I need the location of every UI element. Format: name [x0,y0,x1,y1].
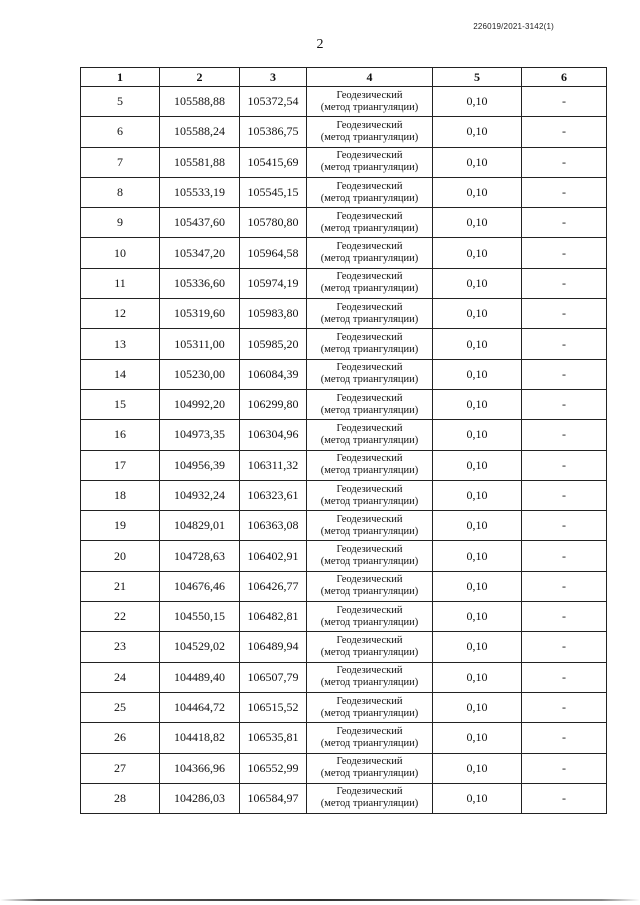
coordinate-x: 104992,20 [160,389,240,419]
method-detail: (метод триангуляции) [320,768,419,780]
page-number: 2 [316,37,324,52]
method-cell [307,511,433,541]
coordinate-x: 105588,24 [160,117,240,147]
method-name: Геодезический [336,453,403,465]
accuracy-value: 0,10 [433,692,522,722]
coordinate-x: 104676,46 [160,571,240,601]
accuracy-value: 0,10 [433,87,522,117]
accuracy-value: 0,10 [433,602,522,632]
method-cell [307,723,433,753]
accuracy-value: 0,10 [433,147,522,177]
table-row [81,389,607,419]
coordinate-y: 106552,99 [240,753,307,783]
method-detail: (метод триангуляции) [320,283,419,295]
method-name: Геодезический [336,483,403,495]
coordinate-y: 106323,61 [240,480,307,510]
method-name: Геодезический [336,513,403,525]
table-row [81,268,607,298]
coordinate-x: 104529,02 [160,632,240,662]
column-6-value: - [522,147,607,177]
table-header-row [81,68,607,87]
accuracy-value: 0,10 [433,511,522,541]
table-row [81,602,607,632]
table-row [81,117,607,147]
method-cell [307,420,433,450]
accuracy-value: 0,10 [433,329,522,359]
method-detail: (метод триангуляции) [320,798,419,810]
method-cell [307,208,433,238]
table-row [81,420,607,450]
column-6-value: - [522,662,607,692]
header-col-2: 2 [160,68,240,87]
table-row [81,177,607,207]
method-cell [307,238,433,268]
method-cell [307,268,433,298]
accuracy-value: 0,10 [433,571,522,601]
method-cell [307,329,433,359]
method-detail: (метод триангуляции) [320,616,419,628]
method-detail: (метод триангуляции) [320,101,419,113]
point-number: 11 [81,268,160,298]
column-6-value: - [522,359,607,389]
accuracy-value: 0,10 [433,238,522,268]
table-row [81,87,607,117]
point-number: 19 [81,511,160,541]
column-6-value: - [522,389,607,419]
method-detail: (метод триангуляции) [320,344,419,356]
method-cell [307,87,433,117]
point-number: 9 [81,208,160,238]
accuracy-value: 0,10 [433,208,522,238]
point-number: 7 [81,147,160,177]
column-6-value: - [522,177,607,207]
coordinate-x: 104728,63 [160,541,240,571]
column-6-value: - [522,299,607,329]
coordinate-x: 104418,82 [160,723,240,753]
method-cell [307,299,433,329]
coordinate-y: 105372,54 [240,87,307,117]
accuracy-value: 0,10 [433,723,522,753]
method-detail: (метод триангуляции) [320,465,419,477]
point-number: 6 [81,117,160,147]
method-detail: (метод триангуляции) [320,192,419,204]
accuracy-value: 0,10 [433,268,522,298]
method-name: Геодезический [336,544,403,556]
method-detail: (метод триангуляции) [320,253,419,265]
point-number: 17 [81,450,160,480]
method-detail: (метод триангуляции) [320,737,419,749]
method-cell [307,541,433,571]
accuracy-value: 0,10 [433,632,522,662]
method-detail: (метод триангуляции) [320,131,419,143]
table-row [81,692,607,722]
coordinate-y: 106489,94 [240,632,307,662]
coordinate-x: 105588,88 [160,87,240,117]
column-6-value: - [522,602,607,632]
column-6-value: - [522,723,607,753]
point-number: 25 [81,692,160,722]
coordinate-y: 106402,91 [240,541,307,571]
point-number: 13 [81,329,160,359]
header-col-6: 6 [522,68,607,87]
method-detail: (метод триангуляции) [320,313,419,325]
table-row [81,208,607,238]
point-number: 22 [81,602,160,632]
column-6-value: - [522,268,607,298]
coordinate-x: 104829,01 [160,511,240,541]
coordinate-x: 105437,60 [160,208,240,238]
table-row [81,359,607,389]
header-col-3: 3 [240,68,307,87]
coordinate-y: 106515,52 [240,692,307,722]
coordinate-x: 105230,00 [160,359,240,389]
method-name: Геодезический [336,301,403,313]
method-name: Геодезический [336,422,403,434]
method-name: Геодезический [336,180,403,192]
method-detail: (метод триангуляции) [320,707,419,719]
method-cell [307,753,433,783]
method-cell [307,147,433,177]
column-6-value: - [522,87,607,117]
method-name: Геодезический [336,362,403,374]
coordinate-x: 104973,35 [160,420,240,450]
accuracy-value: 0,10 [433,753,522,783]
coordinate-y: 106507,79 [240,662,307,692]
coordinate-y: 106304,96 [240,420,307,450]
method-name: Геодезический [336,332,403,344]
coordinate-y: 106535,81 [240,723,307,753]
coordinate-x: 105319,60 [160,299,240,329]
accuracy-value: 0,10 [433,389,522,419]
column-6-value: - [522,783,607,813]
point-number: 12 [81,299,160,329]
method-cell [307,117,433,147]
method-cell [307,602,433,632]
header-col-1: 1 [81,68,160,87]
table-row [81,571,607,601]
table-row [81,238,607,268]
method-cell [307,480,433,510]
point-number: 26 [81,723,160,753]
point-number: 24 [81,662,160,692]
method-detail: (метод триангуляции) [320,525,419,537]
method-cell [307,571,433,601]
method-name: Геодезический [336,119,403,131]
coordinate-x: 104286,03 [160,783,240,813]
method-detail: (метод триангуляции) [320,677,419,689]
column-6-value: - [522,117,607,147]
column-6-value: - [522,632,607,662]
method-name: Геодезический [336,604,403,616]
coordinate-y: 106584,97 [240,783,307,813]
point-number: 18 [81,480,160,510]
table-row [81,753,607,783]
method-detail: (метод триангуляции) [320,646,419,658]
column-6-value: - [522,571,607,601]
point-number: 28 [81,783,160,813]
column-6-value: - [522,753,607,783]
column-6-value: - [522,511,607,541]
method-cell [307,177,433,207]
method-detail: (метод триангуляции) [320,586,419,598]
method-name: Геодезический [336,665,403,677]
method-cell [307,359,433,389]
document-id: 226019/2021-3142(1) [473,22,554,31]
accuracy-value: 0,10 [433,420,522,450]
method-cell [307,692,433,722]
coordinate-y: 105985,20 [240,329,307,359]
coordinate-y: 105545,15 [240,177,307,207]
method-detail: (метод триангуляции) [320,374,419,386]
coordinate-y: 105983,80 [240,299,307,329]
method-name: Геодезический [336,210,403,222]
coordinate-y: 106311,32 [240,450,307,480]
accuracy-value: 0,10 [433,480,522,510]
method-name: Геодезический [336,392,403,404]
table-row [81,511,607,541]
table-row [81,299,607,329]
coordinate-y: 106363,08 [240,511,307,541]
coordinate-x: 104366,96 [160,753,240,783]
accuracy-value: 0,10 [433,359,522,389]
coordinate-y: 105974,19 [240,268,307,298]
table-row [81,480,607,510]
table-row [81,147,607,177]
method-detail: (метод триангуляции) [320,495,419,507]
method-cell [307,389,433,419]
method-name: Геодезический [336,150,403,162]
point-number: 23 [81,632,160,662]
method-name: Геодезический [336,725,403,737]
accuracy-value: 0,10 [433,541,522,571]
coordinate-x: 104489,40 [160,662,240,692]
scan-edge-line [0,899,640,901]
coordinate-x: 104464,72 [160,692,240,722]
coordinate-y: 106084,39 [240,359,307,389]
accuracy-value: 0,10 [433,177,522,207]
method-name: Геодезический [336,271,403,283]
method-detail: (метод триангуляции) [320,556,419,568]
method-name: Геодезический [336,241,403,253]
method-name: Геодезический [336,634,403,646]
column-6-value: - [522,329,607,359]
point-number: 5 [81,87,160,117]
coordinate-x: 105347,20 [160,238,240,268]
method-detail: (метод триангуляции) [320,162,419,174]
point-number: 14 [81,359,160,389]
coordinate-x: 104550,15 [160,602,240,632]
point-number: 16 [81,420,160,450]
method-cell [307,450,433,480]
point-number: 10 [81,238,160,268]
accuracy-value: 0,10 [433,783,522,813]
method-detail: (метод триангуляции) [320,222,419,234]
column-6-value: - [522,480,607,510]
table-row [81,329,607,359]
method-name: Геодезический [336,695,403,707]
table-row [81,632,607,662]
coordinate-x: 104956,39 [160,450,240,480]
coordinate-y: 105415,69 [240,147,307,177]
method-name: Геодезический [336,574,403,586]
coordinate-y: 106299,80 [240,389,307,419]
method-cell [307,662,433,692]
coordinate-y: 105386,75 [240,117,307,147]
point-number: 21 [81,571,160,601]
column-6-value: - [522,450,607,480]
column-6-value: - [522,541,607,571]
header-col-5: 5 [433,68,522,87]
method-detail: (метод триангуляции) [320,404,419,416]
method-cell [307,632,433,662]
column-6-value: - [522,238,607,268]
coordinate-y: 105780,80 [240,208,307,238]
method-cell [307,783,433,813]
point-number: 15 [81,389,160,419]
method-name: Геодезический [336,89,403,101]
table-row [81,541,607,571]
accuracy-value: 0,10 [433,299,522,329]
coordinate-y: 106426,77 [240,571,307,601]
accuracy-value: 0,10 [433,117,522,147]
header-col-4: 4 [307,68,433,87]
table-body [81,87,607,814]
table-row [81,450,607,480]
column-6-value: - [522,692,607,722]
coordinate-x: 105533,19 [160,177,240,207]
table-row [81,783,607,813]
coordinate-x: 104932,24 [160,480,240,510]
column-6-value: - [522,208,607,238]
coordinate-x: 105311,00 [160,329,240,359]
method-name: Геодезический [336,786,403,798]
method-detail: (метод триангуляции) [320,434,419,446]
accuracy-value: 0,10 [433,450,522,480]
coordinate-y: 106482,81 [240,602,307,632]
accuracy-value: 0,10 [433,662,522,692]
coordinates-table [80,67,607,814]
table-row [81,723,607,753]
column-6-value: - [522,420,607,450]
coordinate-x: 105336,60 [160,268,240,298]
coordinate-y: 105964,58 [240,238,307,268]
point-number: 8 [81,177,160,207]
point-number: 20 [81,541,160,571]
coordinate-x: 105581,88 [160,147,240,177]
table-row [81,662,607,692]
point-number: 27 [81,753,160,783]
method-name: Геодезический [336,756,403,768]
